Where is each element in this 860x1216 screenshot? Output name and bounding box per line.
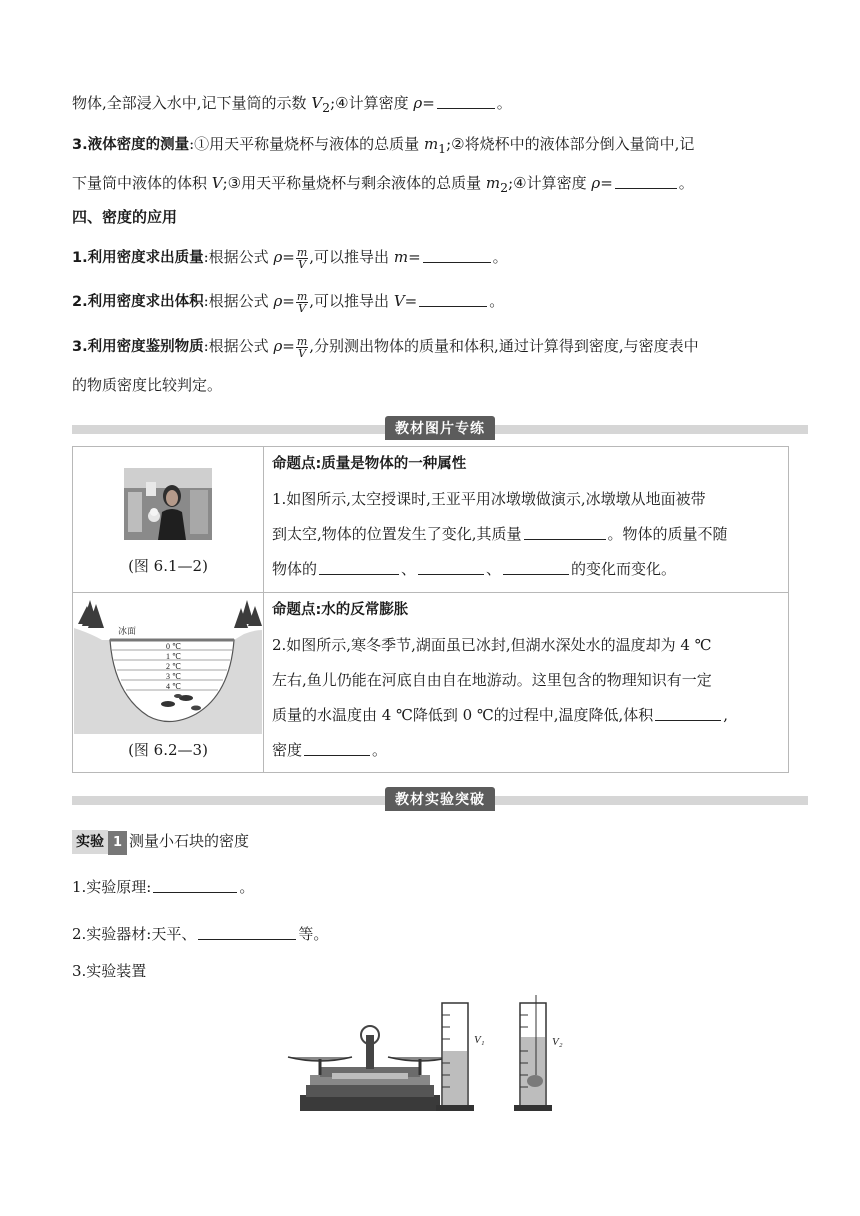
text-fragment: ,可以推导出 — [309, 248, 394, 266]
experiment-badge: 实验 — [72, 830, 108, 854]
text-fragment: ;④计算密度 — [330, 94, 414, 112]
period: 。 — [492, 248, 508, 266]
item-title: 2.利用密度求出体积 — [72, 294, 204, 310]
figure-table — [72, 446, 789, 773]
answer-blank[interactable] — [153, 877, 237, 893]
fraction-denominator: V — [298, 346, 307, 360]
text-fragment: 。物体的质量不随 — [607, 525, 728, 543]
text-fragment: 下量筒中液体的体积 — [72, 174, 212, 192]
var-V: V — [311, 94, 323, 112]
temp-label: 4 ℃ — [166, 682, 181, 691]
figure-caption: (图 6.2—3) — [128, 741, 208, 759]
text-fragment: 。 — [372, 741, 388, 759]
var-rho: ρ — [273, 337, 283, 355]
period: 。 — [678, 174, 694, 192]
experiment-item-2 — [72, 923, 328, 945]
experiment-title: 测量小石块的密度 — [129, 832, 250, 850]
answer-blank[interactable] — [524, 524, 606, 540]
temp-label: 1 ℃ — [166, 652, 181, 661]
question-text-line — [272, 733, 780, 768]
equals: = — [282, 337, 295, 355]
answer-blank[interactable] — [437, 93, 495, 109]
subscript: 1 — [438, 141, 447, 156]
temp-label: 2 ℃ — [166, 662, 181, 671]
question-cell — [264, 593, 789, 773]
text-line-app1 — [72, 246, 508, 270]
text-line-2 — [72, 133, 694, 160]
question-text-line — [272, 517, 780, 552]
var-rho: ρ — [413, 94, 423, 112]
var-rho: ρ — [273, 248, 283, 266]
answer-blank[interactable] — [319, 559, 399, 575]
text-fragment: ;③用天平称量烧杯与剩余液体的总质量 — [222, 174, 486, 192]
subscript: 2 — [322, 100, 331, 115]
equals: = — [408, 248, 421, 266]
var-m: m — [393, 248, 409, 266]
text-fragment: ,可以推导出 — [309, 292, 394, 310]
period: 。 — [489, 292, 505, 310]
text-fragment: :根据公式 — [203, 337, 274, 355]
ice-label: 冰面 — [118, 626, 137, 636]
question-text: 1.如图所示,太空授课时,王亚平用冰墩墩做演示,冰墩墩从地面被带 — [272, 490, 706, 508]
section-banner — [72, 421, 808, 437]
formula-fraction — [296, 291, 308, 314]
frozen-lake-diagram — [74, 594, 262, 734]
text-line-app3-cont: 的物质密度比较判定。 — [72, 376, 223, 394]
text-line-app2 — [72, 290, 504, 314]
figure-cell — [73, 447, 264, 593]
question-text-line — [272, 552, 780, 587]
answer-blank[interactable] — [503, 559, 569, 575]
equals: = — [404, 292, 418, 310]
text-fragment: 。 — [239, 878, 255, 896]
text-fragment: :①用天平称量烧杯与液体的总质量 — [189, 135, 424, 153]
text-fragment: 的变化而变化。 — [571, 560, 677, 578]
banner-title: 教材图片专练 — [385, 416, 495, 440]
answer-blank[interactable] — [655, 705, 721, 721]
var-V: V — [393, 292, 405, 310]
var-m: m — [485, 174, 501, 192]
experiment-number: 1 — [108, 831, 127, 855]
formula-fraction — [296, 336, 308, 359]
fraction-numerator: m — [296, 334, 308, 348]
question-text: 2.如图所示,寒冬季节,湖面虽已冰封,但湖水深处水的温度却为 4 ℃ — [272, 636, 712, 654]
answer-blank[interactable] — [198, 924, 296, 940]
subscript: 2 — [500, 180, 509, 195]
volume-label: V₁ — [474, 1034, 485, 1046]
item-title: 3.液体密度的测量 — [72, 137, 190, 153]
answer-blank[interactable] — [418, 559, 484, 575]
text-fragment: 等。 — [298, 925, 329, 943]
var-m: m — [423, 135, 439, 153]
answer-blank[interactable] — [615, 173, 677, 189]
space-lesson-photo — [124, 468, 212, 540]
question-text: 左右,鱼儿仍能在河底自由自在地游动。这里包含的物理知识有一定 — [272, 671, 712, 689]
table-row — [73, 447, 789, 593]
experiment-item-1 — [72, 876, 254, 898]
var-rho: ρ — [591, 174, 601, 192]
text-fragment: 2.实验器材:天平、 — [72, 925, 197, 943]
volume-label: V₂ — [552, 1036, 563, 1048]
section-heading: 四、密度的应用 — [72, 208, 178, 226]
temp-label: 0 ℃ — [166, 642, 181, 651]
question-point-title: 命题点:水的反常膨胀 — [272, 602, 409, 618]
equals: = — [282, 248, 295, 266]
fraction-numerator: m — [296, 289, 308, 303]
formula-fraction — [296, 247, 308, 270]
text-fragment: 质量的水温度由 4 ℃降低到 0 ℃的过程中,温度降低,体积 — [272, 706, 654, 724]
text-fragment: :根据公式 — [203, 292, 274, 310]
text-fragment: 物体的 — [272, 560, 318, 578]
text-line-1 — [72, 92, 512, 119]
experiment-item-3: 3.实验装置 — [72, 962, 147, 980]
question-cell — [264, 447, 789, 593]
question-point-title: 命题点:质量是物体的一种属性 — [272, 456, 467, 472]
period: 。 — [496, 94, 512, 112]
balance-scale-icon — [288, 1026, 452, 1111]
text-fragment: 到太空,物体的位置发生了变化,其质量 — [272, 525, 522, 543]
answer-blank[interactable] — [419, 291, 487, 307]
text-fragment: 物体,全部浸入水中,记下量筒的示数 — [72, 94, 312, 112]
measuring-cylinder-with-stone-icon — [514, 995, 563, 1111]
text-line-3 — [72, 172, 694, 199]
banner-title: 教材实验突破 — [385, 787, 495, 811]
text-fragment: :根据公式 — [203, 248, 274, 266]
text-line-app3 — [72, 335, 699, 359]
question-text-line — [272, 698, 780, 733]
answer-blank[interactable] — [304, 740, 370, 756]
text-fragment: ;②将烧杯中的液体部分倒入量筒中,记 — [446, 135, 695, 153]
apparatus-figure — [280, 995, 580, 1115]
experiment-heading — [72, 830, 249, 855]
equals: = — [600, 174, 613, 192]
var-rho: ρ — [273, 292, 283, 310]
table-row — [73, 593, 789, 773]
fraction-numerator: m — [296, 245, 308, 259]
item-title: 1.利用密度求出质量 — [72, 250, 204, 266]
temp-label: 3 ℃ — [166, 672, 181, 681]
section-banner — [72, 792, 808, 808]
separator: 、 — [401, 560, 417, 578]
fraction-denominator: V — [298, 301, 307, 315]
item-title: 3.利用密度鉴别物质 — [72, 339, 204, 355]
figure-caption: (图 6.1—2) — [128, 557, 208, 575]
measuring-cylinder-icon — [436, 1003, 485, 1111]
separator: 、 — [486, 560, 502, 578]
text-fragment: ,分别测出物体的质量和体积,通过计算得到密度,与密度表中 — [309, 337, 699, 355]
var-V: V — [211, 174, 223, 192]
equals: = — [422, 94, 435, 112]
equals: = — [282, 292, 295, 310]
text-fragment: 1.实验原理: — [72, 878, 152, 896]
fraction-denominator: V — [298, 257, 307, 271]
text-fragment: , — [723, 706, 729, 724]
text-fragment: 密度 — [272, 741, 303, 759]
text-fragment: ;④计算密度 — [508, 174, 592, 192]
answer-blank[interactable] — [423, 247, 491, 263]
figure-cell — [73, 593, 264, 773]
